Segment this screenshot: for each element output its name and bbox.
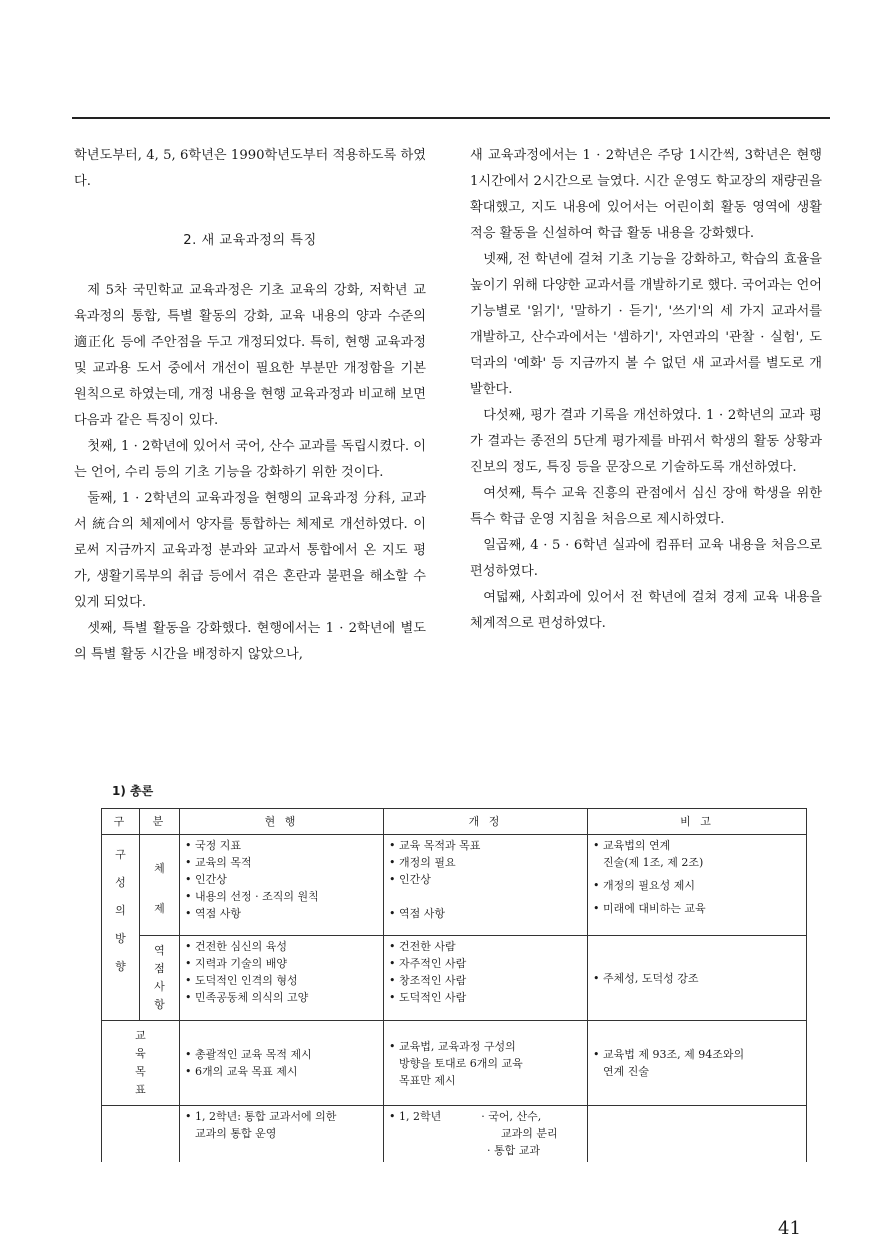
table-row [102, 1021, 807, 1106]
table-row [102, 835, 807, 936]
cell-current: • 총괄적인 교육 목적 제시 • 6개의 교육 목표 제시 [180, 1021, 384, 1106]
goal-label: 교 육 목 표 [102, 1021, 180, 1106]
cell-current: • 1, 2학년: 통합 교과서에 의한 교과의 통합 운영 [180, 1106, 384, 1163]
cell-revised: • 1, 2학년 · 국어, 산수, 교과의 분리 · 통합 교과 [384, 1106, 588, 1163]
cell-revised: • 건전한 사람 • 자주적인 사람 • 창조적인 사람 • 도덕적인 사람 [384, 936, 588, 1021]
sub-label-emphasis: 역 점 사 항 [140, 936, 180, 1021]
paragraph: 여덟째, 사회과에 있어서 전 학년에 걸쳐 경제 교육 내용을 체계적으로 편성하였다. [470, 590, 822, 631]
header-gu: 구 [102, 809, 140, 835]
side-label: 구 성 의 방 향 [102, 835, 140, 1021]
cell-revised: • 교육 목적과 목표 • 개정의 필요 • 인간상 • 역점 사항 [384, 835, 588, 936]
header-rule [72, 117, 830, 119]
paragraph: 다섯째, 평가 결과 기록을 개선하였다. 1 · 2학년의 교과 평가 결과는 종전의 5단계 평가제를 바꿔서 학생의 활동 상황과 진보의 정도, 특징 등을 문장으로 기술하도록 개선하였다. [470, 408, 822, 475]
header-revised: 개 정 [384, 809, 588, 835]
paragraph: 새 교육과정에서는 1 · 2학년은 주당 1시간씩, 3학년은 현행 1시간에서 2시간으로 늘였다. 시간 운영도 학교장의 재량권을 확대했고, 지도 내용에 있어서는 어린이회 활동 영역에 생활 적응 활동을 신설하여 학급 활동 내용을 강화했다. [470, 148, 822, 241]
table-row [102, 936, 807, 1021]
cell-empty [102, 1106, 180, 1163]
section-title: 2. 새 교육과정의 특징 [183, 233, 317, 248]
cell-remarks: • 주체성, 도덕성 강조 [588, 936, 807, 1021]
paragraph: 제 5차 국민학교 교육과정은 기초 교육의 강화, 저학년 교육과정의 통합, 특별 활동의 강화, 교육 내용의 양과 수준의 適正化 등에 주안점을 두고 개정되었다. 특히, 현행 교육과정 및 교과용 도서 중에서 개선이 필요한 부분만 개정함을 기본 원칙으로 하였는데, 개정 내용을 현행 교육과정과 비교해 보면 다음과 같은 특징이 있다. [74, 283, 427, 428]
cell-remarks: • 교육법의 연계 진술(제 1조, 제 2조) • 개정의 필요성 제시 • 미래에 대비하는 교육 [588, 835, 807, 936]
paragraph: 일곱째, 4 · 5 · 6학년 실과에 컴퓨터 교육 내용을 처음으로 편성하였다. [470, 538, 822, 579]
cell-remarks [588, 1106, 807, 1163]
cell-revised: • 교육법, 교육과정 구성의 방향을 토대로 6개의 교육 목표만 제시 [384, 1021, 588, 1106]
left-column [74, 143, 426, 668]
paragraph: 여섯째, 특수 교육 진흥의 관점에서 심신 장애 학생을 위한 특수 학급 운영 지침을 처음으로 제시하였다. [470, 486, 822, 527]
paragraph: 학년도부터, 4, 5, 6학년은 1990학년도부터 적용하도록 하였다. [74, 148, 426, 189]
paragraph: 첫째, 1 · 2학년에 있어서 국어, 산수 교과를 독립시켰다. 이는 언어, 수리 등의 기초 기능을 강화하기 위한 것이다. [74, 439, 426, 480]
cell-remarks: • 교육법 제 93조, 제 94조와의 연계 진술 [588, 1021, 807, 1106]
header-remarks: 비 고 [588, 809, 807, 835]
paragraph: 셋째, 특별 활동을 강화했다. 현행에서는 1 · 2학년에 별도의 특별 활동 시간을 배정하지 않았으나, [74, 621, 426, 662]
cell-current: • 국정 지표 • 교육의 목적 • 인간상 • 내용의 선정 · 조직의 원칙 • 역점 사항 [180, 835, 384, 936]
paragraph: 둘째, 1 · 2학년의 교육과정을 현행의 교육과정 分科, 교과서 統合의 체제에서 양자를 통합하는 체제로 개선하였다. 이로써 지금까지 교육과정 분과와 교과서 통합에서 온 지도 평가, 생활기록부의 취급 등에서 겪은 혼란과 불편을 해소할 수 있게 되었다. [74, 491, 426, 610]
header-bun: 분 [140, 809, 180, 835]
sub-label-system: 체 제 [140, 835, 180, 936]
cell-current: • 건전한 심신의 육성 • 지력과 기술의 배양 • 도덕적인 인격의 형성 • 민족공동체 의식의 고양 [180, 936, 384, 1021]
header-current: 현 행 [180, 809, 384, 835]
table-header-row [102, 809, 807, 835]
page-number: 41 [778, 1218, 801, 1239]
comparison-table [101, 808, 807, 1162]
table-row [102, 1106, 807, 1163]
right-column [470, 143, 822, 637]
paragraph: 넷째, 전 학년에 걸쳐 기초 기능을 강화하고, 학습의 효율을 높이기 위해 다양한 교과서를 개발하기로 했다. 국어과는 언어 기능별로 '읽기', '말하기 · 듣기', '쓰기'의 세 가지 교과서를 개발하고, 산수과에서는 '셈하기', 자연과의 '관찰 · 실험', 도덕과의 '예화' 등 지금까지 볼 수 없던 새 교과서를 별도로 개발한다. [470, 252, 823, 397]
table-caption: 1) 총론 [112, 784, 154, 798]
